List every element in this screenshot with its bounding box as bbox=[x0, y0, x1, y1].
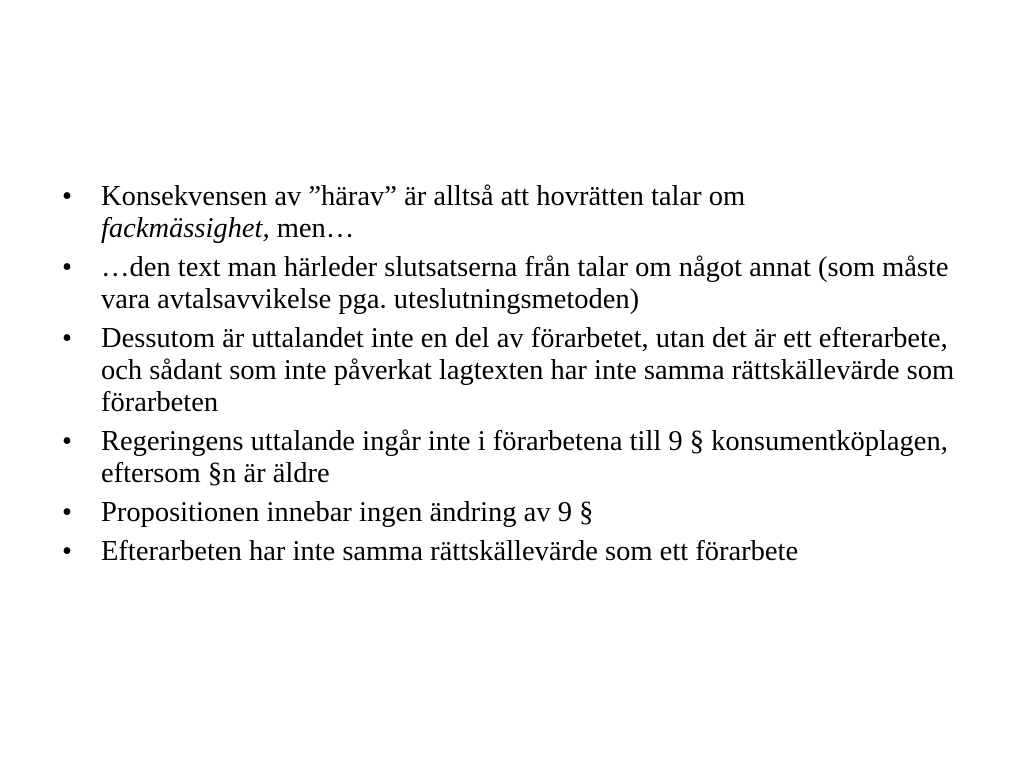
bullet-item bbox=[62, 252, 962, 316]
bullet-text: …den text man härleder slutsatserna från talar om något annat (som måste vara avtalsavvikelse pga. uteslutningsmetoden) bbox=[101, 252, 949, 315]
bullet-dot: • bbox=[62, 426, 72, 457]
bullet-text: Efterarbeten har inte samma rättskällevärde som ett förarbete bbox=[101, 536, 799, 567]
bullet-item bbox=[62, 323, 962, 419]
bullet-text: Dessutom är uttalandet inte en del av förarbetet, utan det är ett efterarbete, och sådant som inte påverkat lagtexten har inte samma rättskällevärde som förarbeten bbox=[101, 323, 955, 418]
bullet-item bbox=[62, 497, 962, 529]
bullet-dot: • bbox=[62, 252, 72, 283]
bullet-text: Propositionen innebar ingen ändring av 9 § bbox=[101, 497, 594, 528]
bullet-dot: • bbox=[62, 323, 72, 354]
bullet-text: Regeringens uttalande ingår inte i förarbetena till 9 § konsumentköplagen, eftersom §n är äldre bbox=[101, 426, 948, 489]
bullet-dot: • bbox=[62, 497, 72, 528]
bullet-text: Konsekvensen av ”härav” är alltså att hovrätten talar om bbox=[101, 181, 746, 212]
bullet-tail: men… bbox=[269, 213, 355, 244]
bullet-emphasis: fackmässighet, bbox=[101, 213, 270, 244]
bullet-list bbox=[62, 181, 962, 575]
bullet-item bbox=[62, 536, 962, 568]
bullet-dot: • bbox=[62, 536, 72, 567]
bullet-item bbox=[62, 426, 962, 490]
bullet-dot: • bbox=[62, 181, 72, 212]
bullet-item bbox=[62, 181, 962, 245]
